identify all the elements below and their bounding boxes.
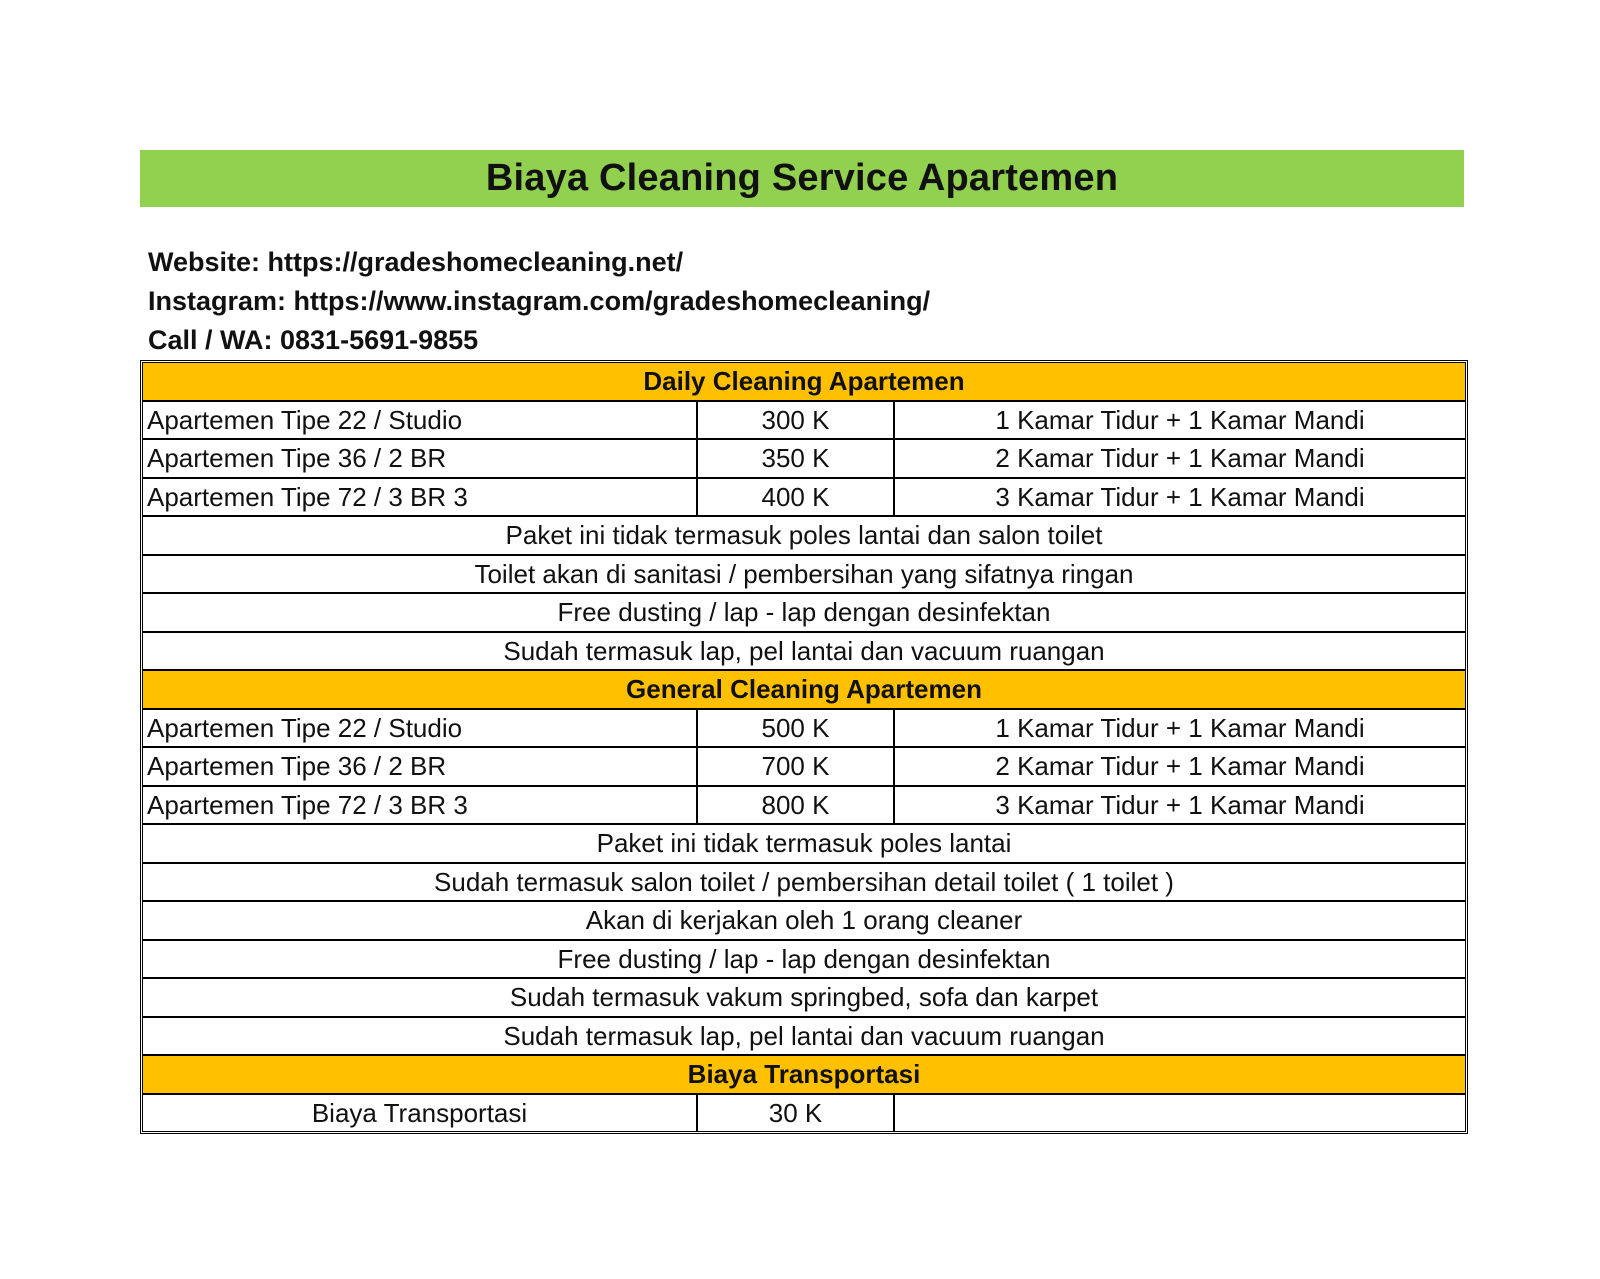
section-heading: Biaya Transportasi: [143, 1055, 1465, 1094]
apartment-type-cell: Apartemen Tipe 36 / 2 BR: [143, 439, 697, 478]
instagram-line: Instagram: https://www.instagram.com/gradeshomecleaning/: [148, 286, 931, 316]
price-cell: 400 K: [697, 478, 894, 517]
table-row: [143, 747, 1465, 786]
price-cell: 300 K: [697, 401, 894, 440]
page-title: Biaya Cleaning Service Apartemen: [485, 157, 1119, 199]
note-row: [143, 978, 1465, 1017]
price-table-grid: [143, 363, 1465, 1131]
apartment-type-cell: Apartemen Tipe 72 / 3 BR 3: [143, 786, 697, 825]
room-description-cell: 3 Kamar Tidur + 1 Kamar Mandi: [894, 786, 1465, 825]
title-bar: [140, 150, 1464, 207]
note-cell: Paket ini tidak termasuk poles lantai dan salon toilet: [143, 516, 1465, 555]
website-line: Website: https://gradeshomecleaning.net/: [148, 247, 684, 277]
note-cell: Free dusting / lap - lap dengan desinfektan: [143, 940, 1465, 979]
apartment-type-cell: Apartemen Tipe 72 / 3 BR 3: [143, 478, 697, 517]
note-cell: Toilet akan di sanitasi / pembersihan yang sifatnya ringan: [143, 555, 1465, 594]
note-cell: Sudah termasuk salon toilet / pembersihan detail toilet ( 1 toilet ): [143, 863, 1465, 902]
note-row: [143, 863, 1465, 902]
note-row: [143, 824, 1465, 863]
note-cell: Akan di kerjakan oleh 1 orang cleaner: [143, 901, 1465, 940]
room-description-cell: 1 Kamar Tidur + 1 Kamar Mandi: [894, 401, 1465, 440]
note-row: [143, 555, 1465, 594]
price-cell: 700 K: [697, 747, 894, 786]
note-row: [143, 1017, 1465, 1056]
empty-cell: [894, 1094, 1465, 1132]
note-row: [143, 901, 1465, 940]
note-row: [143, 940, 1465, 979]
note-cell: Paket ini tidak termasuk poles lantai: [143, 824, 1465, 863]
apartment-type-cell: Apartemen Tipe 22 / Studio: [143, 709, 697, 748]
section-heading: General Cleaning Apartemen: [143, 670, 1465, 709]
note-row: [143, 593, 1465, 632]
call-line: Call / WA: 0831-5691-9855: [148, 325, 479, 355]
note-cell: Free dusting / lap - lap dengan desinfektan: [143, 593, 1465, 632]
section-header-transport: [143, 1055, 1465, 1094]
section-heading: Daily Cleaning Apartemen: [143, 363, 1465, 401]
room-description-cell: 1 Kamar Tidur + 1 Kamar Mandi: [894, 709, 1465, 748]
price-cell: 800 K: [697, 786, 894, 825]
price-cell: 350 K: [697, 439, 894, 478]
note-cell: Sudah termasuk lap, pel lantai dan vacuum ruangan: [143, 632, 1465, 671]
transport-label-cell: Biaya Transportasi: [143, 1094, 697, 1132]
price-cell: 30 K: [697, 1094, 894, 1132]
note-cell: Sudah termasuk lap, pel lantai dan vacuum ruangan: [143, 1017, 1465, 1056]
table-row: [143, 401, 1465, 440]
apartment-type-cell: Apartemen Tipe 22 / Studio: [143, 401, 697, 440]
table-row: [143, 439, 1465, 478]
room-description-cell: 2 Kamar Tidur + 1 Kamar Mandi: [894, 439, 1465, 478]
table-row: [143, 478, 1465, 517]
table-row: [143, 786, 1465, 825]
note-row: [143, 632, 1465, 671]
section-header-general: [143, 670, 1465, 709]
room-description-cell: 3 Kamar Tidur + 1 Kamar Mandi: [894, 478, 1465, 517]
table-row: [143, 1094, 1465, 1132]
section-header-daily: [143, 363, 1465, 401]
price-table: [140, 360, 1468, 1134]
note-cell: Sudah termasuk vakum springbed, sofa dan karpet: [143, 978, 1465, 1017]
table-row: [143, 709, 1465, 748]
note-row: [143, 516, 1465, 555]
room-description-cell: 2 Kamar Tidur + 1 Kamar Mandi: [894, 747, 1465, 786]
apartment-type-cell: Apartemen Tipe 36 / 2 BR: [143, 747, 697, 786]
price-cell: 500 K: [697, 709, 894, 748]
